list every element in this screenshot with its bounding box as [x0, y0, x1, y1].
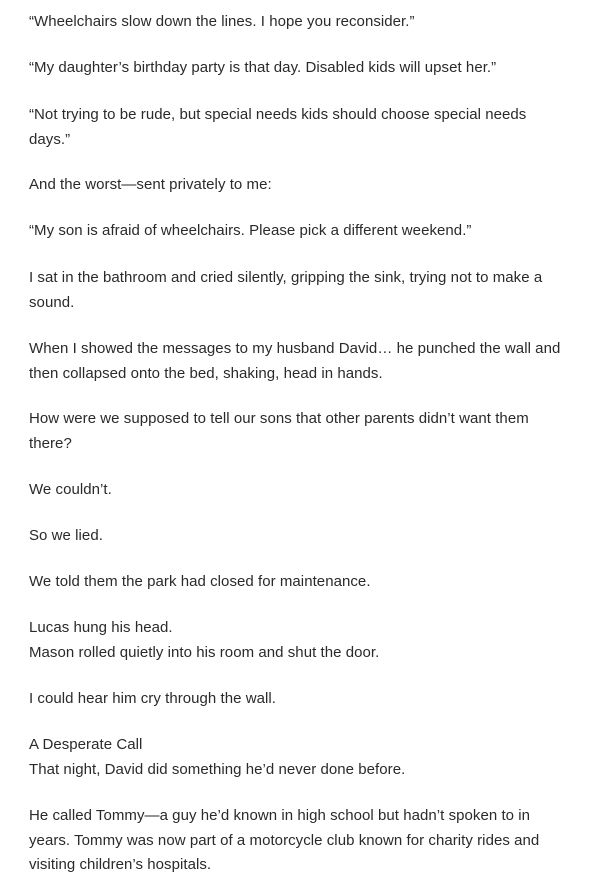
paragraph-line: Lucas hung his head.: [29, 619, 173, 636]
paragraph-lucas-mason: [29, 616, 563, 665]
paragraph-line: We couldn’t.: [29, 481, 112, 498]
paragraph-desperate-call: [29, 733, 563, 782]
paragraph-line: I sat in the bathroom and cried silently, gripping the sink, trying not to make a sound.: [29, 269, 543, 311]
paragraph-line: So we lied.: [29, 527, 103, 544]
paragraph-line: Mason rolled quietly into his room and shut the door.: [29, 643, 380, 661]
paragraph-line: How were we supposed to tell our sons that other parents didn’t want them there?: [29, 410, 529, 452]
paragraph-line: I could hear him cry through the wall.: [29, 690, 277, 707]
paragraph-david-reaction: [29, 337, 563, 386]
paragraph-called-tommy: [29, 804, 563, 878]
paragraph-worst-intro: [29, 173, 563, 198]
paragraph-how-tell-sons: [29, 407, 563, 456]
section-heading: A Desperate Call: [29, 736, 143, 753]
paragraph-hear-him-cry: [29, 687, 563, 712]
paragraph-line: And the worst—sent privately to me:: [29, 176, 272, 193]
paragraph-special-needs-complaint: [29, 103, 563, 152]
paragraph-line: When I showed the messages to my husband David… he punched the wall and then collapsed onto the bed, shaking, head in hands.: [29, 340, 561, 382]
paragraph-line: He called Tommy—a guy he’d known in high school but hadn’t spoken to in years. Tommy was now part of a motorcycle club known for charity rides and visiting children’s hospitals.: [29, 807, 540, 873]
paragraph-park-closed: [29, 570, 563, 595]
paragraph-line: We told them the park had closed for maintenance.: [29, 573, 371, 590]
paragraph-birthday-complaint: [29, 56, 563, 81]
paragraph-line: “Not trying to be rude, but special needs kids should choose special needs days.”: [29, 106, 527, 148]
paragraph-line: “My daughter’s birthday party is that day. Disabled kids will upset her.”: [29, 59, 497, 76]
paragraph-line: “Wheelchairs slow down the lines. I hope you reconsider.”: [29, 13, 415, 30]
paragraph-private-message: [29, 219, 563, 244]
paragraph-so-we-lied: [29, 524, 563, 549]
paragraph-bathroom: [29, 266, 563, 315]
paragraph-wheelchairs-complaint: [29, 10, 563, 35]
paragraph-line: “My son is afraid of wheelchairs. Please pick a different weekend.”: [29, 222, 472, 239]
paragraph-we-couldnt: [29, 478, 563, 503]
paragraph-line: That night, David did something he’d never done before.: [29, 760, 406, 778]
